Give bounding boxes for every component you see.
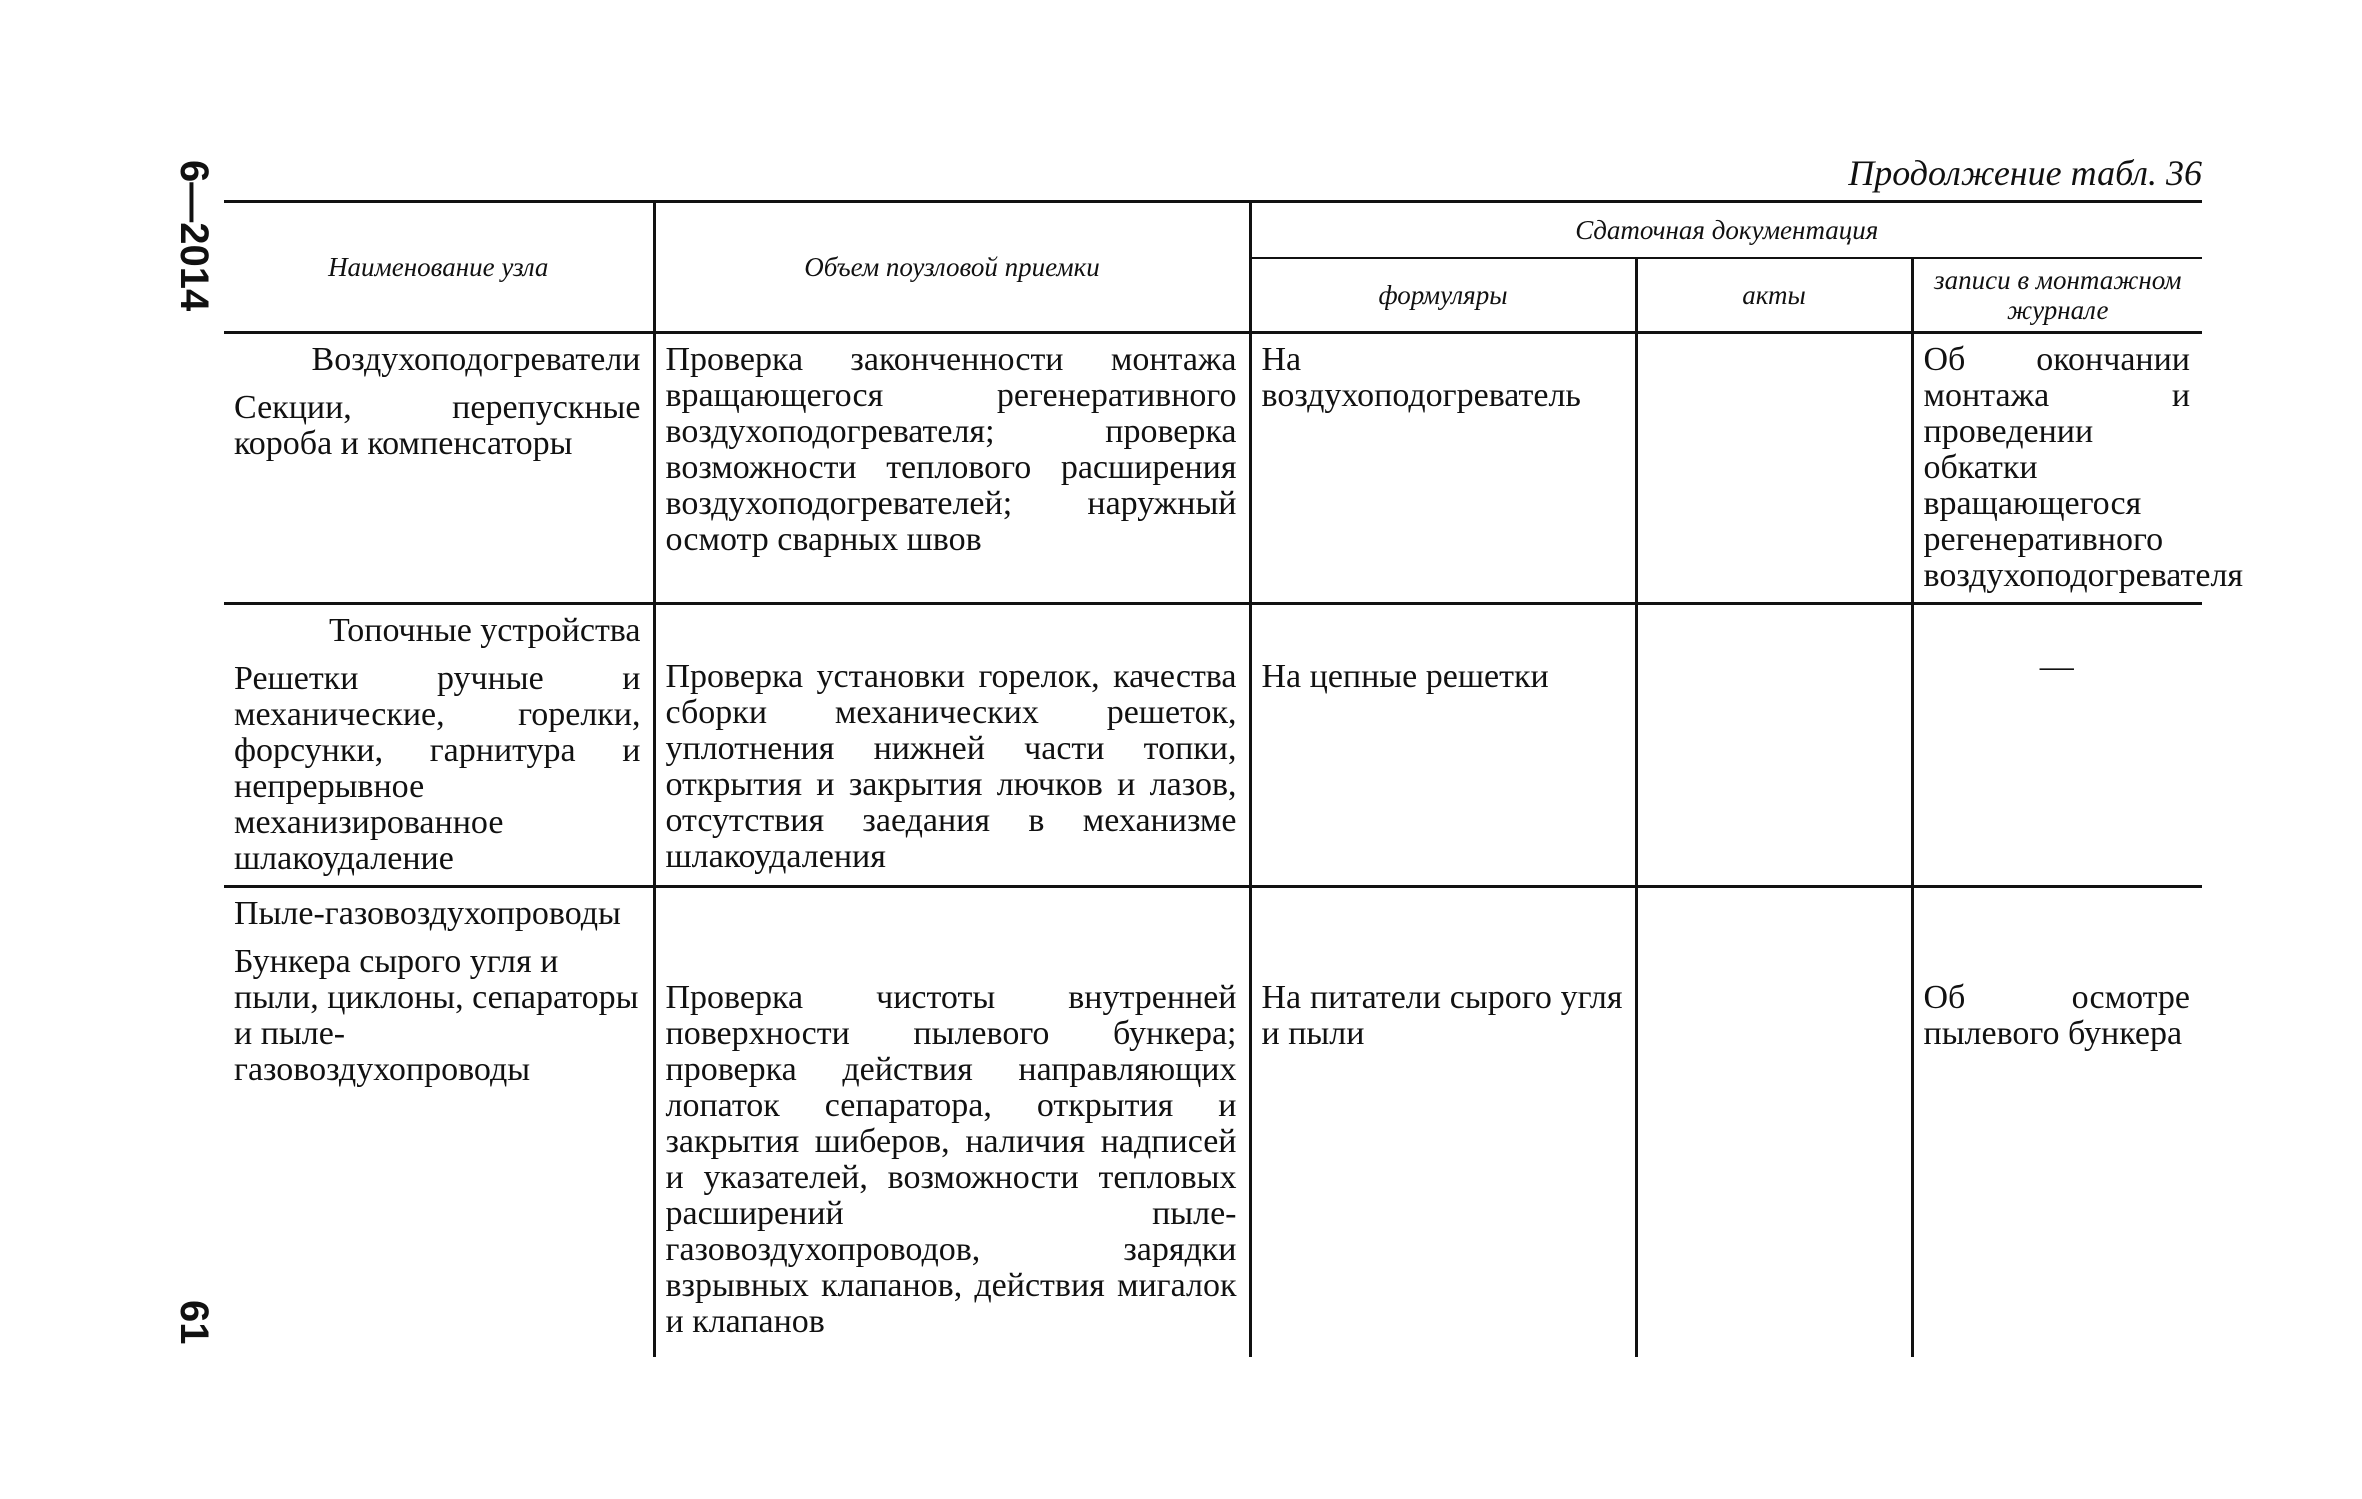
- header-docs-group: Сдаточная документация: [1250, 202, 2202, 259]
- section-title: Пыле-газовоздухопроводы: [234, 895, 621, 932]
- forms-cell: На воздухоподогреватель: [1250, 333, 1636, 604]
- scope-cell: Проверка установки горелок, качества сборки механических решеток, уплотнения нижней части топки, открытия и закрытия лючков и лазов, отсутствия заедания в механизме шлакоудаления: [654, 604, 1250, 887]
- node-cell: [224, 333, 654, 604]
- acts-cell: [1636, 887, 1912, 1357]
- journal-cell: Об окончании монтажа и проведении обкатки вращающегося регенеративного воздухоподогревателя: [1912, 333, 2202, 604]
- document-code: 6—2014: [172, 160, 216, 312]
- table-row: [224, 887, 2202, 1357]
- page-number: 61: [172, 1300, 216, 1345]
- table-continuation-caption: Продолжение табл. 36: [1848, 153, 2202, 193]
- header-node-name: Наименование узла: [224, 202, 654, 333]
- node-cell: [224, 887, 654, 1357]
- node-name: Секции, перепускные короба и компенсаторы: [234, 389, 641, 462]
- header-journal: записи в монтажном журнале: [1912, 258, 2202, 333]
- section-title: Воздухоподогреватели: [311, 341, 641, 378]
- journal-cell: —: [1912, 604, 2202, 887]
- node-cell: [224, 604, 654, 887]
- section-title: Топочные устройства: [329, 612, 641, 649]
- header-scope: Объем поузловой приемки: [654, 202, 1250, 333]
- acceptance-table: [224, 200, 2244, 1357]
- journal-cell: Об осмотре пылевого бункера: [1912, 887, 2202, 1357]
- table-row: [224, 333, 2202, 604]
- header-row: [224, 202, 2202, 259]
- header-acts: акты: [1636, 258, 1912, 333]
- forms-cell: На цепные решетки: [1250, 604, 1636, 887]
- header-forms: формуляры: [1250, 258, 1636, 333]
- acts-cell: [1636, 333, 1912, 604]
- table-row: [224, 604, 2202, 887]
- forms-cell: На питатели сырого угля и пыли: [1250, 887, 1636, 1357]
- node-name: Бункера сырого угля и пыли, циклоны, сепараторы и пыле-газовоздухопроводы: [234, 943, 639, 1088]
- acts-cell: [1636, 604, 1912, 887]
- node-name: Решетки ручные и механические, горелки, форсунки, гарнитура и непрерывное механизированное шлакоудаление: [234, 660, 641, 877]
- scope-cell: Проверка чистоты внутренней поверхности пылевого бункера; проверка действия направляющих лопаток сепаратора, открытия и закрытия шиберов, наличия надписей и указателей, возможности тепловых расширений пыле-газовоздухопроводов, зарядки взрывных клапанов, действия мигалок и клапанов: [654, 887, 1250, 1357]
- scope-cell: Проверка законченности монтажа вращающегося регенеративного воздухоподогревателя; проверка возможности теплового расширения воздухоподогревателей; наружный осмотр сварных швов: [654, 333, 1250, 604]
